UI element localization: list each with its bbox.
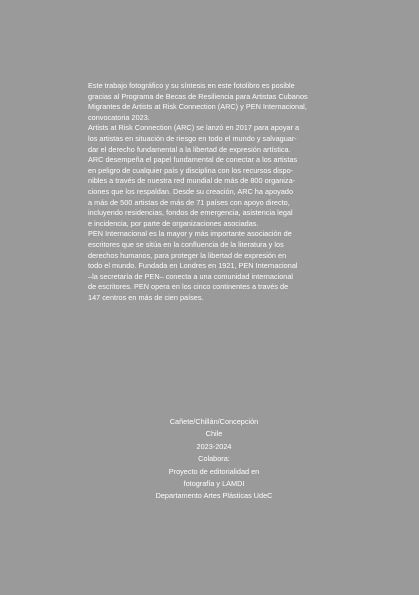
paragraph-arc [88, 123, 340, 229]
colophon-collaborator-line: fotografía y LAMDI [183, 479, 245, 489]
text-line: ciones que los respaldan. Desde su creación, ARC ha apoyado [88, 186, 294, 196]
text-line: PEN Internacional es la mayor y más importante asociación de [88, 229, 292, 239]
text-line: gracias al Programa de Becas de Resiliencia para Artistas Cubanos [88, 91, 308, 101]
text-line: los artistas en situación de riesgo en todo el mundo y salvaguar- [88, 133, 297, 143]
colophon-years: 2023-2024 [196, 441, 232, 451]
paragraph-pen [88, 229, 340, 303]
colophon [88, 416, 340, 503]
paragraph-grant [88, 81, 340, 123]
text-line: todo el mundo. Fundada en Londres en 1921, PEN Internacional [88, 261, 298, 271]
colophon-department: Departamento Artes Plásticas UdeC [155, 491, 273, 501]
text-line: derechos humanos, para proteger la libertad de expresión en [88, 250, 287, 260]
text-line: ARC desempeña el papel fundamental de conectar a los artistas [88, 155, 298, 165]
text-line: Migrantes de Artists at Risk Connection (ARC) y PEN Internacional, [88, 102, 307, 112]
text-line: a más de 500 artistas de más de 71 países con apoyo directo, [88, 197, 290, 207]
colophon-location: Cañete/Chillán/Concepción [169, 417, 259, 426]
colophon-country: Chile [205, 429, 223, 439]
text-line: de escritores. PEN opera en los cinco continentes a través de [88, 282, 289, 292]
text-line: 147 centros en más de cien países. [88, 292, 204, 302]
text-line: –la secretaría de PEN– conecta a una comunidad internacional [88, 271, 294, 281]
acknowledgement-text [88, 81, 340, 303]
colophon-collaborates-label: Colabora: [198, 454, 230, 464]
text-line: nibles a través de nuestra red mundial de más de 800 organiza- [88, 176, 296, 186]
text-line: en peligro de cualquier país y disciplina con los recursos dispo- [88, 165, 294, 175]
text-line: incluyendo residencias, fondos de emergencia, asistencia legal [88, 208, 293, 218]
text-line: dar el derecho fundamental a la libertad de expresión artística. [88, 144, 291, 154]
text-line: convocatoria 2023. [88, 112, 150, 122]
text-line: e incidencia, por parte de organizaciones asociadas. [88, 218, 259, 228]
colophon-collaborator-line: Proyecto de editorialidad en [168, 466, 260, 476]
text-line: Artists at Risk Connection (ARC) se lanzó en 2017 para apoyar a [88, 123, 300, 133]
text-line: Este trabajo fotográfico y su síntesis en este fotolibro es posible [88, 81, 295, 90]
text-line: escritores que se sitúa en la confluencia de la literatura y los [88, 239, 284, 249]
